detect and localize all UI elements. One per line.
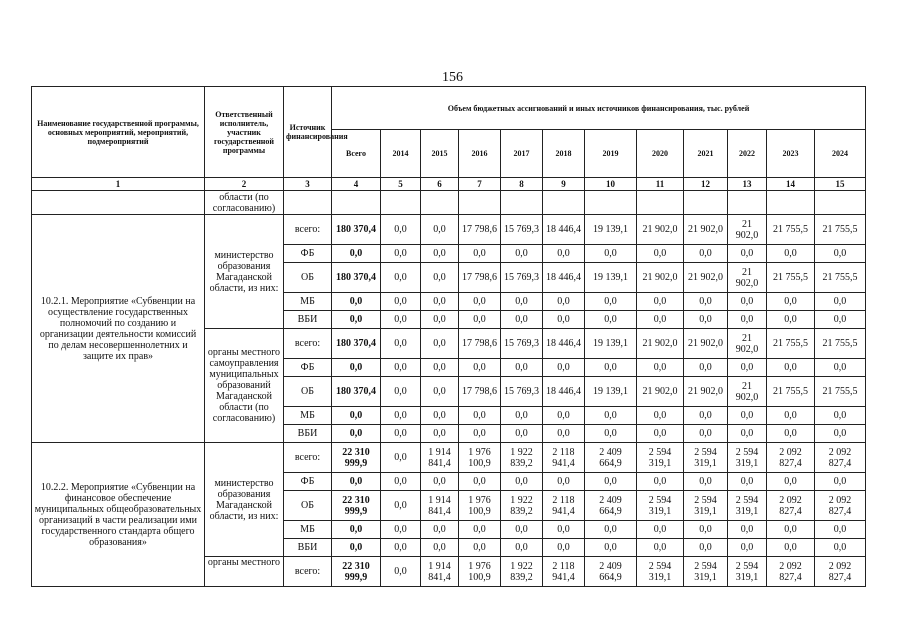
source-cell: МБ — [284, 521, 332, 539]
header-year: 2015 — [421, 130, 459, 178]
year-value-cell: 21 755,5 — [815, 329, 866, 359]
source-cell: всего: — [284, 215, 332, 245]
year-value-cell: 0,0 — [543, 407, 585, 425]
year-value-cell: 17 798,6 — [459, 215, 501, 245]
year-value-cell: 0,0 — [684, 293, 728, 311]
year-value-cell: 0,0 — [381, 359, 421, 377]
year-value-cell: 0,0 — [543, 359, 585, 377]
year-value-cell: 21 902,0 — [684, 215, 728, 245]
year-value-cell: 17 798,6 — [459, 263, 501, 293]
total-cell: 180 370,4 — [332, 377, 381, 407]
year-value-cell: 2 118 941,4 — [543, 491, 585, 521]
table-row — [32, 215, 866, 245]
carry-over-cell — [543, 191, 585, 215]
year-value-cell: 0,0 — [543, 311, 585, 329]
year-value-cell: 1 914 841,4 — [421, 443, 459, 473]
year-value-cell: 0,0 — [637, 245, 684, 263]
year-value-cell: 0,0 — [585, 293, 637, 311]
carry-over-cell — [684, 191, 728, 215]
year-value-cell: 0,0 — [728, 425, 767, 443]
year-value-cell: 0,0 — [381, 425, 421, 443]
year-value-cell: 0,0 — [815, 407, 866, 425]
carry-over-cell — [459, 191, 501, 215]
year-value-cell: 0,0 — [728, 293, 767, 311]
year-value-cell: 0,0 — [421, 407, 459, 425]
year-value-cell: 21 902,0 — [728, 329, 767, 359]
year-value-cell: 0,0 — [637, 359, 684, 377]
total-cell: 0,0 — [332, 539, 381, 557]
year-value-cell: 2 092 827,4 — [767, 443, 815, 473]
year-value-cell: 0,0 — [421, 359, 459, 377]
column-number: 11 — [637, 178, 684, 191]
source-cell: МБ — [284, 293, 332, 311]
year-value-cell: 1 922 839,2 — [501, 491, 543, 521]
column-number: 15 — [815, 178, 866, 191]
year-value-cell: 0,0 — [421, 377, 459, 407]
source-cell: ФБ — [284, 359, 332, 377]
year-value-cell: 2 409 664,9 — [585, 557, 637, 587]
year-value-cell: 0,0 — [381, 311, 421, 329]
header-year: 2023 — [767, 130, 815, 178]
year-value-cell: 0,0 — [684, 407, 728, 425]
year-value-cell: 2 118 941,4 — [543, 443, 585, 473]
year-value-cell: 0,0 — [637, 473, 684, 491]
year-value-cell: 17 798,6 — [459, 377, 501, 407]
year-value-cell: 0,0 — [459, 473, 501, 491]
header-year: 2022 — [728, 130, 767, 178]
year-value-cell: 0,0 — [501, 293, 543, 311]
year-value-cell: 0,0 — [585, 473, 637, 491]
year-value-cell: 0,0 — [459, 407, 501, 425]
year-value-cell: 21 755,5 — [815, 215, 866, 245]
executor-name: органы местного самоуправления муниципальных образований Магаданской области (по согласованию) — [205, 329, 284, 443]
year-value-cell: 0,0 — [543, 425, 585, 443]
total-cell: 0,0 — [332, 245, 381, 263]
year-value-cell: 0,0 — [381, 443, 421, 473]
year-value-cell: 19 139,1 — [585, 329, 637, 359]
year-value-cell: 0,0 — [421, 293, 459, 311]
year-value-cell: 21 902,0 — [637, 377, 684, 407]
year-value-cell: 2 594 319,1 — [637, 491, 684, 521]
source-cell: ОБ — [284, 491, 332, 521]
year-value-cell: 2 594 319,1 — [637, 443, 684, 473]
year-value-cell: 21 755,5 — [767, 329, 815, 359]
year-value-cell: 21 902,0 — [728, 263, 767, 293]
header-budget: Объем бюджетных ассигнований и иных источников финансирования, тыс. рублей — [332, 87, 866, 130]
year-value-cell: 0,0 — [381, 539, 421, 557]
year-value-cell: 15 769,3 — [501, 215, 543, 245]
year-value-cell: 1 922 839,2 — [501, 443, 543, 473]
table-row — [32, 443, 866, 473]
year-value-cell: 0,0 — [381, 377, 421, 407]
total-cell: 180 370,4 — [332, 263, 381, 293]
year-value-cell: 0,0 — [543, 473, 585, 491]
year-value-cell: 2 594 319,1 — [728, 443, 767, 473]
year-value-cell: 2 092 827,4 — [815, 557, 866, 587]
year-value-cell: 0,0 — [421, 473, 459, 491]
column-number: 9 — [543, 178, 585, 191]
year-value-cell: 21 902,0 — [637, 215, 684, 245]
year-value-cell: 2 092 827,4 — [767, 491, 815, 521]
year-value-cell: 0,0 — [767, 293, 815, 311]
year-value-cell: 18 446,4 — [543, 263, 585, 293]
executor-name: органы местного — [205, 557, 284, 587]
year-value-cell: 0,0 — [767, 245, 815, 263]
header-year: 2019 — [585, 130, 637, 178]
carry-over-cell — [728, 191, 767, 215]
activity-name: 10.2.2. Мероприятие «Субвенции на финансовое обеспечение муниципальных общеобразовательных организаций в части реализации ими государственного стандарта общего образования» — [32, 443, 205, 587]
carry-over-cell — [332, 191, 381, 215]
year-value-cell: 0,0 — [421, 521, 459, 539]
executor-name: министерство образования Магаданской области, из них: — [205, 443, 284, 557]
year-value-cell: 18 446,4 — [543, 377, 585, 407]
year-value-cell: 0,0 — [501, 359, 543, 377]
carry-over-row — [32, 191, 866, 215]
year-value-cell: 18 446,4 — [543, 329, 585, 359]
year-value-cell: 0,0 — [815, 359, 866, 377]
year-value-cell: 0,0 — [767, 311, 815, 329]
year-value-cell: 0,0 — [501, 473, 543, 491]
year-value-cell: 0,0 — [585, 359, 637, 377]
source-cell: ФБ — [284, 473, 332, 491]
year-value-cell: 0,0 — [728, 521, 767, 539]
year-value-cell: 0,0 — [501, 311, 543, 329]
year-value-cell: 21 902,0 — [637, 263, 684, 293]
year-value-cell: 0,0 — [459, 245, 501, 263]
year-value-cell: 0,0 — [637, 311, 684, 329]
year-value-cell: 21 902,0 — [684, 329, 728, 359]
year-value-cell: 0,0 — [684, 245, 728, 263]
header-year: 2024 — [815, 130, 866, 178]
carry-over-cell — [815, 191, 866, 215]
year-value-cell: 21 755,5 — [767, 263, 815, 293]
year-value-cell: 2 594 319,1 — [728, 491, 767, 521]
year-value-cell: 0,0 — [459, 521, 501, 539]
carry-over-executor: области (по согласованию) — [205, 191, 284, 215]
year-value-cell: 0,0 — [767, 473, 815, 491]
year-value-cell: 0,0 — [767, 521, 815, 539]
year-value-cell: 2 594 319,1 — [728, 557, 767, 587]
carry-over-cell — [421, 191, 459, 215]
year-value-cell: 0,0 — [381, 407, 421, 425]
year-value-cell: 0,0 — [501, 425, 543, 443]
year-value-cell: 0,0 — [501, 539, 543, 557]
year-value-cell: 0,0 — [421, 215, 459, 245]
year-value-cell: 21 755,5 — [815, 377, 866, 407]
year-value-cell: 0,0 — [459, 311, 501, 329]
column-number: 6 — [421, 178, 459, 191]
year-value-cell: 0,0 — [684, 521, 728, 539]
source-cell: ВБИ — [284, 425, 332, 443]
year-value-cell: 19 139,1 — [585, 263, 637, 293]
year-value-cell: 0,0 — [728, 473, 767, 491]
year-value-cell: 21 902,0 — [684, 263, 728, 293]
year-value-cell: 0,0 — [767, 407, 815, 425]
year-value-cell: 19 139,1 — [585, 377, 637, 407]
year-value-cell: 0,0 — [728, 407, 767, 425]
carry-over-cell — [381, 191, 421, 215]
year-value-cell: 0,0 — [728, 539, 767, 557]
year-value-cell: 0,0 — [543, 293, 585, 311]
year-value-cell: 0,0 — [421, 425, 459, 443]
total-cell: 22 310 999,9 — [332, 491, 381, 521]
year-value-cell: 19 139,1 — [585, 215, 637, 245]
year-value-cell: 0,0 — [684, 539, 728, 557]
year-value-cell: 0,0 — [684, 473, 728, 491]
year-value-cell: 0,0 — [684, 311, 728, 329]
source-cell: МБ — [284, 407, 332, 425]
year-value-cell: 0,0 — [421, 539, 459, 557]
year-value-cell: 17 798,6 — [459, 329, 501, 359]
carry-over-cell — [767, 191, 815, 215]
year-value-cell: 1 976 100,9 — [459, 557, 501, 587]
year-value-cell: 1 976 100,9 — [459, 491, 501, 521]
header-year: 2018 — [543, 130, 585, 178]
year-value-cell: 0,0 — [637, 407, 684, 425]
year-value-cell: 2 594 319,1 — [637, 557, 684, 587]
total-cell: 22 310 999,9 — [332, 443, 381, 473]
year-value-cell: 0,0 — [815, 245, 866, 263]
year-value-cell: 0,0 — [543, 539, 585, 557]
year-value-cell: 0,0 — [543, 245, 585, 263]
source-cell: всего: — [284, 557, 332, 587]
year-value-cell: 0,0 — [381, 329, 421, 359]
total-cell: 0,0 — [332, 359, 381, 377]
carry-over-program — [32, 191, 205, 215]
year-value-cell: 0,0 — [501, 407, 543, 425]
year-value-cell: 0,0 — [381, 263, 421, 293]
carry-over-cell — [501, 191, 543, 215]
year-value-cell: 2 092 827,4 — [767, 557, 815, 587]
year-value-cell: 0,0 — [815, 425, 866, 443]
year-value-cell: 2 594 319,1 — [684, 557, 728, 587]
header-program: Наименование государственной программы, основных мероприятий, мероприятий, подмероприятий — [32, 87, 205, 178]
year-value-cell: 0,0 — [767, 359, 815, 377]
year-value-cell: 0,0 — [815, 473, 866, 491]
year-value-cell: 0,0 — [459, 359, 501, 377]
total-cell: 0,0 — [332, 407, 381, 425]
year-value-cell: 2 409 664,9 — [585, 443, 637, 473]
carry-over-cell — [284, 191, 332, 215]
header-year: 2014 — [381, 130, 421, 178]
year-value-cell: 21 755,5 — [767, 377, 815, 407]
year-value-cell: 2 092 827,4 — [815, 491, 866, 521]
year-value-cell: 0,0 — [684, 425, 728, 443]
year-value-cell: 0,0 — [767, 539, 815, 557]
activity-name: 10.2.1. Мероприятие «Субвенции на осуществление государственных полномочий по созданию и организации деятельности комиссий по делам несовершеннолетних и защите их прав» — [32, 215, 205, 443]
source-cell: ФБ — [284, 245, 332, 263]
total-cell: 0,0 — [332, 311, 381, 329]
year-value-cell: 0,0 — [815, 521, 866, 539]
year-value-cell: 0,0 — [585, 311, 637, 329]
header-executor: Ответственный исполнитель, участник государственной программы — [205, 87, 284, 178]
year-value-cell: 2 594 319,1 — [684, 491, 728, 521]
total-cell: 0,0 — [332, 293, 381, 311]
year-value-cell: 15 769,3 — [501, 377, 543, 407]
year-value-cell: 15 769,3 — [501, 329, 543, 359]
carry-over-cell — [637, 191, 684, 215]
year-value-cell: 0,0 — [421, 245, 459, 263]
column-number: 8 — [501, 178, 543, 191]
year-value-cell: 0,0 — [815, 293, 866, 311]
year-value-cell: 21 902,0 — [637, 329, 684, 359]
budget-table — [31, 86, 866, 587]
year-value-cell: 0,0 — [381, 245, 421, 263]
column-number: 13 — [728, 178, 767, 191]
year-value-cell: 2 118 941,4 — [543, 557, 585, 587]
source-cell: ОБ — [284, 377, 332, 407]
column-number: 3 — [284, 178, 332, 191]
header-year: 2017 — [501, 130, 543, 178]
year-value-cell: 0,0 — [459, 539, 501, 557]
source-cell: всего: — [284, 329, 332, 359]
year-value-cell: 0,0 — [381, 215, 421, 245]
year-value-cell: 0,0 — [684, 359, 728, 377]
year-value-cell: 0,0 — [585, 425, 637, 443]
year-value-cell: 0,0 — [637, 293, 684, 311]
year-value-cell: 0,0 — [421, 311, 459, 329]
total-cell: 0,0 — [332, 425, 381, 443]
executor-name: министерство образования Магаданской области, из них: — [205, 215, 284, 329]
year-value-cell: 0,0 — [637, 425, 684, 443]
year-value-cell: 18 446,4 — [543, 215, 585, 245]
header-year: 2021 — [684, 130, 728, 178]
year-value-cell: 0,0 — [501, 521, 543, 539]
column-number: 1 — [32, 178, 205, 191]
year-value-cell: 0,0 — [459, 293, 501, 311]
column-number: 5 — [381, 178, 421, 191]
year-value-cell: 21 902,0 — [728, 377, 767, 407]
table-body — [32, 178, 866, 587]
total-cell: 22 310 999,9 — [332, 557, 381, 587]
total-cell: 0,0 — [332, 473, 381, 491]
total-cell: 0,0 — [332, 521, 381, 539]
year-value-cell: 0,0 — [459, 425, 501, 443]
column-numbers-row — [32, 178, 866, 191]
year-value-cell: 0,0 — [728, 311, 767, 329]
total-cell: 180 370,4 — [332, 329, 381, 359]
year-value-cell: 0,0 — [585, 245, 637, 263]
column-number: 2 — [205, 178, 284, 191]
year-value-cell: 0,0 — [728, 245, 767, 263]
year-value-cell: 1 914 841,4 — [421, 491, 459, 521]
year-value-cell: 0,0 — [501, 245, 543, 263]
year-value-cell: 0,0 — [585, 521, 637, 539]
column-number: 12 — [684, 178, 728, 191]
page-number: 156 — [442, 70, 463, 85]
year-value-cell: 1 922 839,2 — [501, 557, 543, 587]
year-value-cell: 0,0 — [585, 539, 637, 557]
year-value-cell: 0,0 — [381, 521, 421, 539]
header-source: Источник финансирования — [284, 87, 332, 178]
year-value-cell: 21 755,5 — [815, 263, 866, 293]
column-number: 4 — [332, 178, 381, 191]
year-value-cell: 21 902,0 — [684, 377, 728, 407]
year-value-cell: 0,0 — [728, 359, 767, 377]
header-year: Всего — [332, 130, 381, 178]
year-value-cell: 2 409 664,9 — [585, 491, 637, 521]
column-number: 14 — [767, 178, 815, 191]
year-value-cell: 0,0 — [381, 293, 421, 311]
carry-over-cell — [585, 191, 637, 215]
year-value-cell: 21 755,5 — [767, 215, 815, 245]
source-cell: ОБ — [284, 263, 332, 293]
year-value-cell: 0,0 — [767, 425, 815, 443]
year-value-cell: 0,0 — [637, 521, 684, 539]
year-value-cell: 0,0 — [637, 539, 684, 557]
year-value-cell: 0,0 — [421, 263, 459, 293]
year-value-cell: 0,0 — [815, 539, 866, 557]
table-header — [32, 87, 866, 178]
year-value-cell: 2 594 319,1 — [684, 443, 728, 473]
source-cell: ВБИ — [284, 539, 332, 557]
year-value-cell: 21 902,0 — [728, 215, 767, 245]
year-value-cell: 0,0 — [381, 491, 421, 521]
year-value-cell: 2 092 827,4 — [815, 443, 866, 473]
year-value-cell: 0,0 — [543, 521, 585, 539]
header-year: 2016 — [459, 130, 501, 178]
column-number: 10 — [585, 178, 637, 191]
year-value-cell: 1 976 100,9 — [459, 443, 501, 473]
year-value-cell: 0,0 — [585, 407, 637, 425]
column-number: 7 — [459, 178, 501, 191]
source-cell: ВБИ — [284, 311, 332, 329]
year-value-cell: 0,0 — [815, 311, 866, 329]
year-value-cell: 0,0 — [381, 557, 421, 587]
total-cell: 180 370,4 — [332, 215, 381, 245]
year-value-cell: 1 914 841,4 — [421, 557, 459, 587]
year-value-cell: 15 769,3 — [501, 263, 543, 293]
year-value-cell: 0,0 — [381, 473, 421, 491]
header-year: 2020 — [637, 130, 684, 178]
year-value-cell: 0,0 — [421, 329, 459, 359]
source-cell: всего: — [284, 443, 332, 473]
